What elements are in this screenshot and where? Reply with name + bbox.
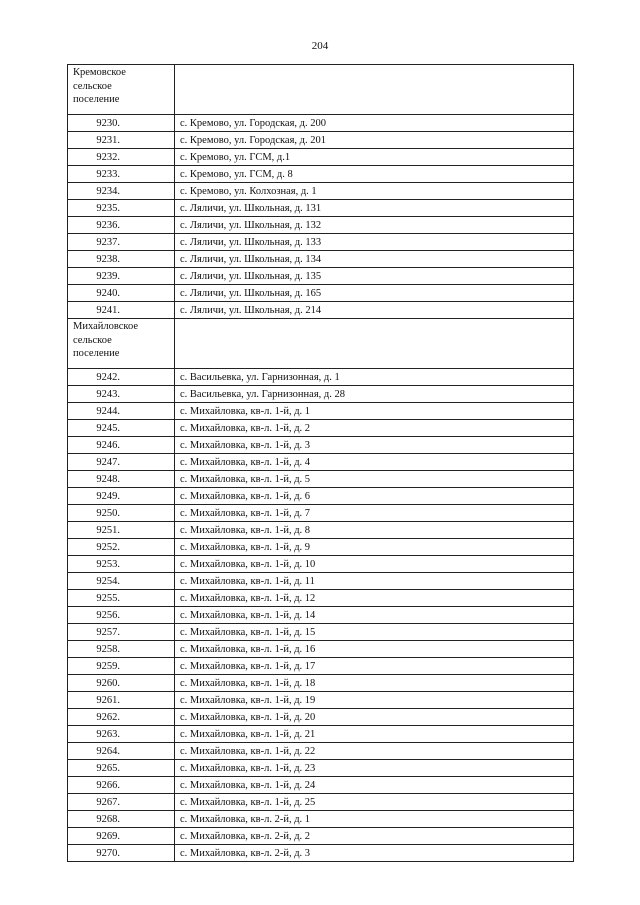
row-address: с. Михайловка, кв-л. 2-й, д. 3: [175, 845, 574, 862]
row-number: 9265.: [68, 760, 175, 777]
section-name: [68, 319, 175, 369]
section-empty-cell: [175, 319, 574, 369]
section-name-line: Кремовское: [73, 67, 126, 78]
row-number: 9260.: [68, 675, 175, 692]
row-number: 9239.: [68, 268, 175, 285]
row-number: 9258.: [68, 641, 175, 658]
table-row: [68, 471, 574, 488]
row-address: с. Ляличи, ул. Школьная, д. 131: [175, 200, 574, 217]
table-row: [68, 505, 574, 522]
row-number: 9257.: [68, 624, 175, 641]
section-header-row: [68, 319, 574, 369]
row-number: 9247.: [68, 454, 175, 471]
row-address: с. Михайловка, кв-л. 2-й, д. 2: [175, 828, 574, 845]
row-address: с. Михайловка, кв-л. 1-й, д. 24: [175, 777, 574, 794]
table-row: [68, 539, 574, 556]
row-address: с. Михайловка, кв-л. 1-й, д. 3: [175, 437, 574, 454]
row-address: с. Михайловка, кв-л. 1-й, д. 20: [175, 709, 574, 726]
row-number: 9237.: [68, 234, 175, 251]
table-row: [68, 454, 574, 471]
row-address: с. Ляличи, ул. Школьная, д. 165: [175, 285, 574, 302]
table-row: [68, 675, 574, 692]
row-address: с. Кремово, ул. ГСМ, д. 8: [175, 166, 574, 183]
row-address: с. Михайловка, кв-л. 1-й, д. 19: [175, 692, 574, 709]
row-address: с. Ляличи, ул. Школьная, д. 135: [175, 268, 574, 285]
table-row: [68, 386, 574, 403]
row-address: с. Ляличи, ул. Школьная, д. 214: [175, 302, 574, 319]
row-address: с. Васильевка, ул. Гарнизонная, д. 28: [175, 386, 574, 403]
table-row: [68, 285, 574, 302]
row-number: 9236.: [68, 217, 175, 234]
row-number: 9241.: [68, 302, 175, 319]
row-address: с. Ляличи, ул. Школьная, д. 132: [175, 217, 574, 234]
row-address: с. Михайловка, кв-л. 1-й, д. 22: [175, 743, 574, 760]
row-number: 9266.: [68, 777, 175, 794]
table-row: [68, 115, 574, 132]
row-address: с. Кремово, ул. ГСМ, д.1: [175, 149, 574, 166]
table-row: [68, 132, 574, 149]
row-number: 9262.: [68, 709, 175, 726]
row-address: с. Михайловка, кв-л. 1-й, д. 6: [175, 488, 574, 505]
row-address: с. Михайловка, кв-л. 1-й, д. 12: [175, 590, 574, 607]
table-row: [68, 488, 574, 505]
table-row: [68, 251, 574, 268]
table-row: [68, 149, 574, 166]
section-name-line: Михайловское: [73, 321, 138, 332]
row-address: с. Ляличи, ул. Школьная, д. 133: [175, 234, 574, 251]
row-address: с. Михайловка, кв-л. 1-й, д. 23: [175, 760, 574, 777]
row-number: 9267.: [68, 794, 175, 811]
row-number: 9238.: [68, 251, 175, 268]
row-address: с. Михайловка, кв-л. 1-й, д. 16: [175, 641, 574, 658]
row-address: с. Михайловка, кв-л. 1-й, д. 11: [175, 573, 574, 590]
table-row: [68, 828, 574, 845]
row-address: с. Михайловка, кв-л. 2-й, д. 1: [175, 811, 574, 828]
row-number: 9259.: [68, 658, 175, 675]
row-address: с. Ляличи, ул. Школьная, д. 134: [175, 251, 574, 268]
row-address: с. Васильевка, ул. Гарнизонная, д. 1: [175, 369, 574, 386]
row-number: 9246.: [68, 437, 175, 454]
table-row: [68, 166, 574, 183]
section-name-line: сельское: [73, 334, 112, 346]
row-number: 9234.: [68, 183, 175, 200]
table-row: [68, 794, 574, 811]
row-number: 9253.: [68, 556, 175, 573]
section-name-line: поселение: [73, 348, 120, 359]
section-name-line: сельское: [73, 80, 112, 92]
section-empty-cell: [175, 65, 574, 115]
row-number: 9261.: [68, 692, 175, 709]
row-address: с. Михайловка, кв-л. 1-й, д. 7: [175, 505, 574, 522]
table-row: [68, 658, 574, 675]
table-row: [68, 573, 574, 590]
row-address: с. Михайловка, кв-л. 1-й, д. 10: [175, 556, 574, 573]
row-address: с. Кремово, ул. Колхозная, д. 1: [175, 183, 574, 200]
row-address: с. Михайловка, кв-л. 1-й, д. 1: [175, 403, 574, 420]
row-number: 9252.: [68, 539, 175, 556]
row-address: с. Кремово, ул. Городская, д. 200: [175, 115, 574, 132]
row-number: 9240.: [68, 285, 175, 302]
table-row: [68, 302, 574, 319]
row-number: 9250.: [68, 505, 175, 522]
table-row: [68, 726, 574, 743]
row-number: 9233.: [68, 166, 175, 183]
row-address: с. Михайловка, кв-л. 1-й, д. 17: [175, 658, 574, 675]
row-address: с. Михайловка, кв-л. 1-й, д. 18: [175, 675, 574, 692]
table-row: [68, 641, 574, 658]
table-row: [68, 268, 574, 285]
row-number: 9256.: [68, 607, 175, 624]
table-row: [68, 403, 574, 420]
row-address: с. Михайловка, кв-л. 1-й, д. 8: [175, 522, 574, 539]
table-row: [68, 624, 574, 641]
table-row: [68, 777, 574, 794]
section-name: [68, 65, 175, 115]
row-number: 9244.: [68, 403, 175, 420]
row-number: 9269.: [68, 828, 175, 845]
row-address: с. Михайловка, кв-л. 1-й, д. 15: [175, 624, 574, 641]
table-row: [68, 590, 574, 607]
row-number: 9255.: [68, 590, 175, 607]
table-row: [68, 607, 574, 624]
page-number: 204: [311, 40, 329, 52]
row-number: 9254.: [68, 573, 175, 590]
row-number: 9251.: [68, 522, 175, 539]
row-number: 9235.: [68, 200, 175, 217]
row-address: с. Кремово, ул. Городская, д. 201: [175, 132, 574, 149]
row-address: с. Михайловка, кв-л. 1-й, д. 21: [175, 726, 574, 743]
table-row: [68, 556, 574, 573]
row-address: с. Михайловка, кв-л. 1-й, д. 14: [175, 607, 574, 624]
row-address: с. Михайловка, кв-л. 1-й, д. 9: [175, 539, 574, 556]
row-number: 9270.: [68, 845, 175, 862]
table-row: [68, 522, 574, 539]
table-row: [68, 845, 574, 862]
table-row: [68, 420, 574, 437]
row-number: 9230.: [68, 115, 175, 132]
row-number: 9263.: [68, 726, 175, 743]
table-row: [68, 217, 574, 234]
address-table-body: [68, 65, 574, 862]
row-address: с. Михайловка, кв-л. 1-й, д. 5: [175, 471, 574, 488]
row-number: 9248.: [68, 471, 175, 488]
table-row: [68, 709, 574, 726]
table-row: [68, 811, 574, 828]
section-name-line: поселение: [73, 94, 120, 105]
row-number: 9242.: [68, 369, 175, 386]
table-row: [68, 200, 574, 217]
table-row: [68, 760, 574, 777]
row-number: 9231.: [68, 132, 175, 149]
table-row: [68, 183, 574, 200]
row-number: 9264.: [68, 743, 175, 760]
row-address: с. Михайловка, кв-л. 1-й, д. 4: [175, 454, 574, 471]
address-table: [67, 64, 574, 862]
section-header-row: [68, 65, 574, 115]
row-address: с. Михайловка, кв-л. 1-й, д. 2: [175, 420, 574, 437]
table-row: [68, 692, 574, 709]
row-number: 9249.: [68, 488, 175, 505]
row-number: 9232.: [68, 149, 175, 166]
table-row: [68, 437, 574, 454]
table-row: [68, 743, 574, 760]
table-row: [68, 369, 574, 386]
row-number: 9243.: [68, 386, 175, 403]
row-number: 9245.: [68, 420, 175, 437]
row-address: с. Михайловка, кв-л. 1-й, д. 25: [175, 794, 574, 811]
row-number: 9268.: [68, 811, 175, 828]
table-row: [68, 234, 574, 251]
